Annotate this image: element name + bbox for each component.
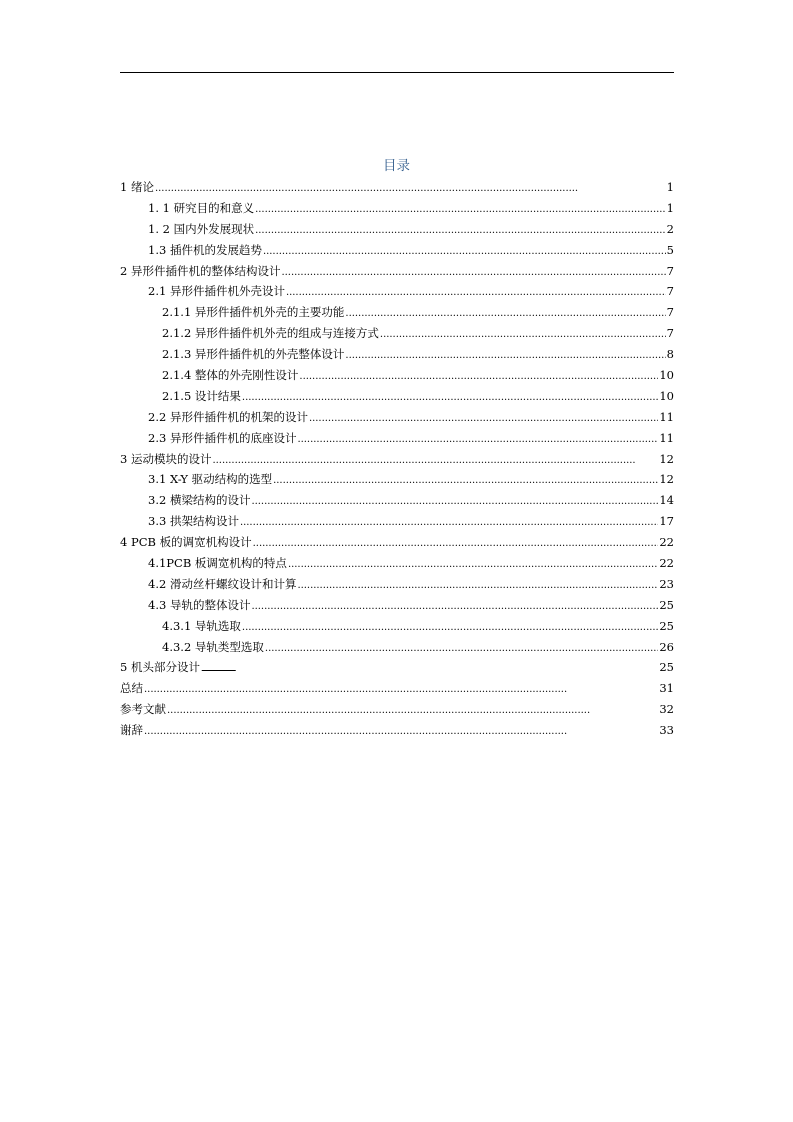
toc-entry-page: 23 (659, 576, 674, 591)
toc-leader-dots (263, 240, 666, 263)
toc-entry-label: 1. 2 国内外发展现状 (148, 221, 255, 236)
toc-leader-dots (380, 323, 666, 346)
toc-entry[interactable] (120, 511, 674, 532)
toc-entry-page: 25 (659, 618, 674, 633)
toc-entry-page: 17 (659, 514, 674, 529)
toc-leader-dots (255, 219, 666, 242)
toc-leader-dots (144, 678, 658, 701)
toc-entry-page: 22 (659, 556, 674, 571)
toc-entry-page: 12 (659, 472, 674, 487)
toc-entry[interactable] (120, 490, 674, 511)
toc-entry[interactable] (120, 574, 674, 595)
toc-entry-page: 33 (659, 723, 674, 738)
toc-leader-dots (144, 720, 658, 743)
toc-leader-dots (288, 553, 658, 576)
toc-entry-page: 2 (666, 221, 674, 236)
toc-entry-label: 2.1.4 整体的外壳刚性设计 (162, 368, 299, 383)
toc-leader-dots (297, 574, 658, 597)
toc-leader-dots (297, 428, 658, 451)
toc-entry-label: 总结 (120, 681, 143, 696)
toc-entry-page: 7 (666, 305, 674, 320)
table-of-contents (120, 177, 674, 741)
toc-entry[interactable] (120, 240, 674, 261)
toc-entry-page: 22 (659, 535, 674, 550)
toc-leader-dots (309, 407, 658, 430)
toc-entry-label: 4.3.1 导轨选取 (162, 618, 241, 633)
toc-entry[interactable] (120, 177, 674, 198)
toc-entry[interactable] (120, 637, 674, 658)
toc-entry[interactable] (120, 678, 674, 699)
toc-entry-label: 1.3 插件机的发展趋势 (148, 242, 262, 257)
toc-leader-dots (240, 511, 658, 534)
toc-entry-label: 3.3 拱架结构设计 (148, 514, 239, 529)
toc-entry-label: 参考文献 (120, 702, 166, 717)
toc-entry-label: 4.2 滑动丝杆螺纹设计和计算 (148, 576, 297, 591)
toc-entry[interactable] (120, 386, 674, 407)
toc-entry-label: 3.2 横梁结构的设计 (148, 493, 251, 508)
toc-entry-page: 11 (659, 430, 674, 445)
toc-leader-dots (345, 302, 665, 325)
toc-entry-label: 2.3 异形件插件机的底座设计 (148, 430, 297, 445)
toc-title: 目录 (383, 158, 410, 174)
toc-entry-page: 32 (659, 702, 674, 717)
toc-entry-label: 2.1.1 异形件插件机外壳的主要功能 (162, 305, 345, 320)
toc-leader-dots (299, 365, 658, 388)
toc-entry[interactable] (120, 595, 674, 616)
toc-entry-page: 14 (659, 493, 674, 508)
toc-leader-dots (255, 198, 666, 221)
toc-entry[interactable] (120, 699, 674, 720)
toc-entry-page: 11 (659, 409, 674, 424)
toc-entry-page: 10 (659, 368, 674, 383)
toc-entry[interactable] (120, 407, 674, 428)
toc-entry-label: 2.1.3 异形件插件机的外壳整体设计 (162, 347, 345, 362)
toc-leader-dots (242, 386, 658, 409)
toc-leader-dots (201, 657, 658, 680)
toc-entry[interactable] (120, 720, 674, 741)
toc-entry[interactable] (120, 261, 674, 282)
toc-entry-label: 4.3.2 导轨类型选取 (162, 639, 264, 654)
toc-entry-page: 26 (659, 639, 674, 654)
toc-entry[interactable] (120, 365, 674, 386)
toc-leader-dots (167, 699, 658, 722)
toc-entry-page: 5 (666, 242, 674, 257)
toc-entry[interactable] (120, 657, 674, 678)
toc-leader-dots (273, 469, 658, 492)
toc-entry-label: 2.1.5 设计结果 (162, 388, 241, 403)
toc-entry-page: 25 (659, 597, 674, 612)
toc-entry[interactable] (120, 616, 674, 637)
toc-entry-page: 8 (666, 347, 674, 362)
toc-entry-page: 7 (666, 263, 674, 278)
toc-entry-label: 4.1PCB 板调宽机构的特点 (148, 556, 287, 571)
toc-leader-dots (251, 595, 658, 618)
toc-leader-dots (251, 490, 658, 513)
toc-entry-page: 10 (659, 388, 674, 403)
toc-leader-dots (242, 616, 658, 639)
toc-entry-label: 4 PCB 板的调宽机构设计 (120, 535, 252, 550)
toc-entry[interactable] (120, 198, 674, 219)
toc-leader-dots (281, 261, 665, 284)
toc-entry-label: 2.2 异形件插件机的机架的设计 (148, 409, 308, 424)
toc-entry-label: 3 运动模块的设计 (120, 451, 212, 466)
toc-leader-dots (265, 637, 658, 660)
toc-entry[interactable] (120, 344, 674, 365)
toc-entry-page: 1 (666, 200, 674, 215)
toc-leader-dots (253, 532, 659, 555)
toc-entry-label: 1 绪论 (120, 180, 154, 194)
toc-entry[interactable] (120, 428, 674, 449)
toc-leader-dots (155, 177, 666, 200)
toc-entry[interactable] (120, 449, 674, 470)
toc-entry[interactable] (120, 469, 674, 490)
toc-entry-page: 1 (666, 180, 674, 194)
toc-entry[interactable] (120, 219, 674, 240)
toc-entry[interactable] (120, 323, 674, 344)
toc-entry-label: 2.1 异形件插件机外壳设计 (148, 284, 285, 299)
toc-leader-dots (345, 344, 665, 367)
toc-entry-page: 7 (666, 284, 674, 299)
toc-entry-page: 7 (666, 326, 674, 341)
toc-entry-label: 谢辞 (120, 723, 143, 738)
toc-entry[interactable] (120, 302, 674, 323)
toc-entry-label: 3.1 X-Y 驱动结构的选型 (148, 472, 273, 487)
toc-entry-label: 1. 1 研究目的和意义 (148, 200, 255, 215)
toc-entry-page: 25 (659, 660, 674, 675)
header-rule (120, 72, 674, 73)
toc-leader-dots (212, 449, 658, 472)
toc-entry-page: 12 (659, 451, 674, 466)
toc-entry[interactable] (120, 532, 674, 553)
toc-entry[interactable] (120, 553, 674, 574)
toc-entry-label: 5 机头部分设计 (120, 660, 200, 675)
toc-entry[interactable] (120, 281, 674, 302)
toc-entry-label: 2.1.2 异形件插件机外壳的组成与连接方式 (162, 326, 379, 341)
toc-entry-label: 4.3 导轨的整体设计 (148, 597, 251, 612)
toc-leader-dots (286, 281, 666, 304)
toc-entry-label: 2 异形件插件机的整体结构设计 (120, 263, 281, 278)
toc-entry-page: 31 (659, 681, 674, 696)
